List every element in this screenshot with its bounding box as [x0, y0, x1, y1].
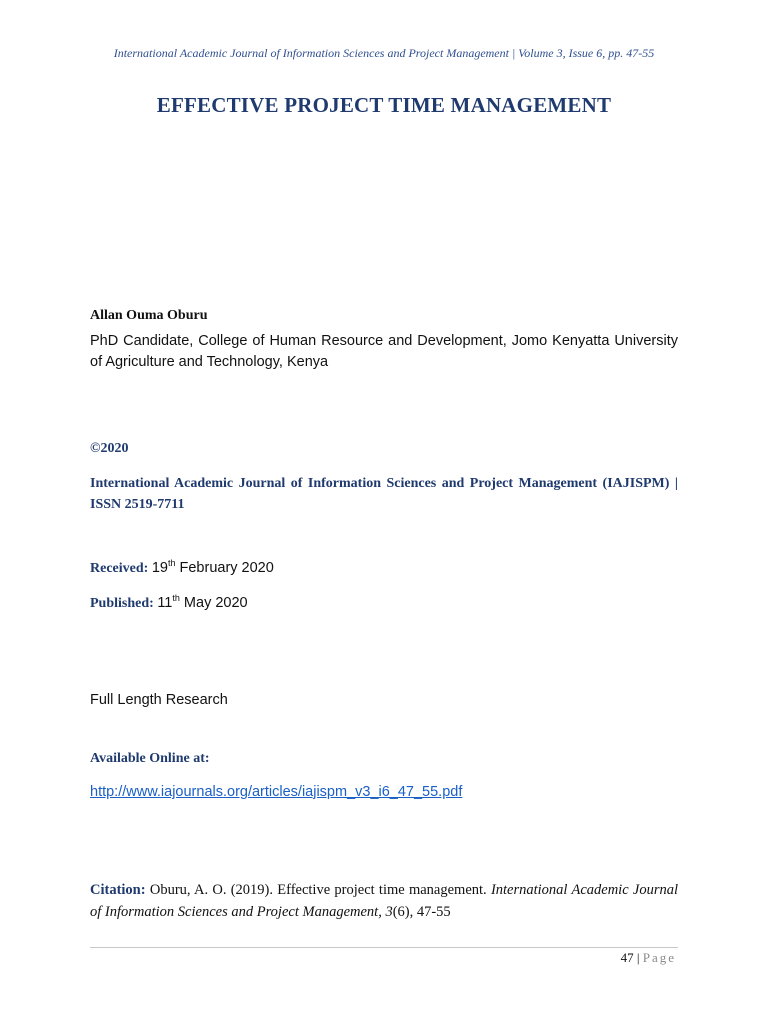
author-affiliation: PhD Candidate, College of Human Resource and Development, Jomo Kenyatta University of Agriculture and Technology, Kenya	[90, 333, 678, 370]
received-value: 19th February 2020	[151, 558, 274, 576]
article-type: Full Length Research	[90, 692, 228, 708]
citation-journal: International Academic Journal of Information Sciences and Project Management, 3	[90, 882, 678, 920]
page-number: 47	[620, 950, 634, 965]
journal-info: International Academic Journal of Information Sciences and Project Management (IAJISPM) | ISSN 2519-7711	[90, 476, 678, 512]
available-online-label: Available Online at:	[90, 751, 210, 766]
article-url-link[interactable]: http://www.iajournals.org/articles/iajispm_v3_i6_47_55.pdf	[90, 784, 463, 800]
published-date	[90, 593, 248, 612]
received-label: Received:	[90, 560, 149, 576]
published-label: Published:	[90, 595, 154, 611]
copyright: ©2020	[90, 441, 129, 456]
page-separator: |	[636, 950, 640, 965]
author-name: Allan Ouma Oburu	[90, 308, 208, 323]
paper-title: EFFECTIVE PROJECT TIME MANAGEMENT	[156, 93, 612, 117]
received-date	[90, 558, 274, 577]
page-word: Page	[642, 950, 676, 965]
footer-divider	[90, 947, 678, 948]
citation	[90, 879, 678, 923]
page-footer	[621, 950, 676, 966]
running-header: International Academic Journal of Information Sciences and Project Management | Volume 3, Issue 6, pp. 47-55	[113, 46, 655, 60]
citation-tail: (6), 47-55	[392, 904, 451, 920]
published-value: 11th May 2020	[157, 593, 248, 611]
citation-text: Oburu, A. O. (2019). Effective project time management.	[149, 882, 487, 898]
citation-label: Citation:	[90, 882, 146, 898]
